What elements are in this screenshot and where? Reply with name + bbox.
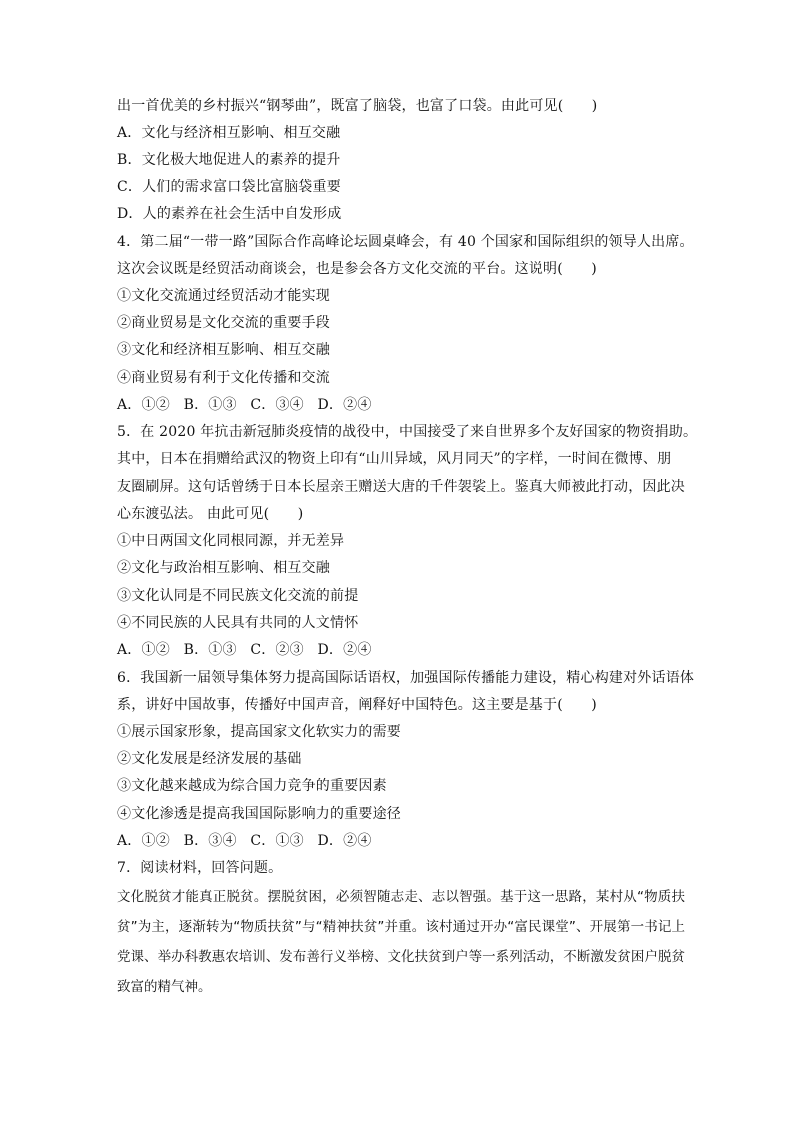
q5-statement-1: ①中日两国文化同根同源，并无差异 — [117, 533, 345, 549]
q4-statement-2: ②商业贸易是文化交流的重要手段 — [117, 315, 330, 331]
q6-choice-d: D．②④ — [317, 833, 372, 849]
q4-choice-a: A．①② — [117, 397, 170, 413]
q5-stem-line-4: 心东渡弘法。 由此可见( ) — [117, 506, 304, 522]
q5-stem-line-3: 友圈刷屏。这句话曾绣于日本长屋亲王赠送大唐的千件袈裟上。鉴真大师被此打动，因此决 — [117, 479, 685, 495]
q5-choice-b: B．①③ — [183, 642, 237, 658]
q6-stem-line-2: 系，讲好中国故事，传播好中国声音，阐释好中国特色。这主要是基于( ) — [117, 697, 597, 713]
q3-option-a: A．文化与经济相互影响、相互交融 — [117, 125, 341, 141]
q4-choices — [117, 395, 687, 415]
q7-material-paragraph: 文化脱贫才能真正脱贫。摆脱贫困，必须智随志走、志以智强。基于这一思路，某村从“物质扶贫”为主，逐渐转为“物质扶贫”与“精神扶贫”并重。该村通过开办“富民课堂”、开展第一书记上党课、举办科教惠农培训、发布善行义举榜、文化扶贫到户等一系列活动，不断激发贫困户脱贫致富的精气神。 — [117, 889, 685, 995]
q5-statement-4: ④不同民族的人民具有共同的人文情怀 — [117, 615, 359, 631]
q4-choice-c: C．③④ — [250, 397, 304, 413]
q3-stem-tail: 出一首优美的乡村振兴“钢琴曲”，既富了脑袋，也富了口袋。由此可见( ) — [117, 98, 598, 114]
q5-statement-2: ②文化与政治相互影响、相互交融 — [117, 560, 330, 576]
q4-statement-3: ③文化和经济相互影响、相互交融 — [117, 342, 330, 358]
q4-choice-d: D．②④ — [317, 397, 372, 413]
q5-stem-line-2: 其中，日本在捐赠给武汉的物资上印有“山川异域，风月同天”的字样，一时间在微博、朋 — [117, 451, 672, 467]
q6-choice-b: B．③④ — [183, 833, 237, 849]
q6-statement-2: ②文化发展是经济发展的基础 — [117, 751, 302, 767]
q6-stem-line-1: 6．我国新一届领导集体努力提高国际话语权，加强国际传播能力建设，精心构建对外话语体 — [117, 670, 695, 686]
q6-statement-1: ①展示国家形象，提高国家文化软实力的需要 — [117, 724, 401, 740]
q4-statement-1: ①文化交流通过经贸活动才能实现 — [117, 288, 330, 304]
q5-choices — [117, 640, 687, 660]
q5-choice-d: D．②④ — [317, 642, 372, 658]
q6-statement-4: ④文化渗透是提高我国国际影响力的重要途径 — [117, 806, 401, 822]
q7-material — [117, 882, 685, 1002]
q5-statement-3: ③文化认同是不同民族文化交流的前提 — [117, 588, 359, 604]
q5-stem-line-1: 5．在 2020 年抗击新冠肺炎疫情的战役中，中国接受了来自世界多个友好国家的物资捐助。 — [117, 424, 698, 440]
q5-choice-c: C．②③ — [250, 642, 304, 658]
q3-option-c: C．人们的需求富口袋比富脑袋重要 — [117, 179, 341, 195]
q4-statement-4: ④商业贸易有利于文化传播和交流 — [117, 370, 330, 386]
q4-stem-line-1: 4．第二届“一带一路”国际合作高峰论坛圆桌峰会，有 40 个国家和国际组织的领导人出席。 — [117, 234, 694, 250]
q3-option-b: B．文化极大地促进人的素养的提升 — [117, 152, 341, 168]
q5-choice-a: A．①② — [117, 642, 170, 658]
q4-stem-line-2: 这次会议既是经贸活动商谈会，也是参会各方文化交流的平台。这说明( ) — [117, 261, 597, 277]
q3-option-d: D．人的素养在社会生活中自发形成 — [117, 206, 342, 222]
q6-statement-3: ③文化越来越成为综合国力竞争的重要因素 — [117, 778, 387, 794]
q4-choice-b: B．①③ — [183, 397, 237, 413]
q7-stem: 7．阅读材料，回答问题。 — [117, 860, 283, 876]
q6-choices — [117, 831, 687, 851]
q6-choice-a: A．①② — [117, 833, 170, 849]
q6-choice-c: C．①③ — [250, 833, 304, 849]
